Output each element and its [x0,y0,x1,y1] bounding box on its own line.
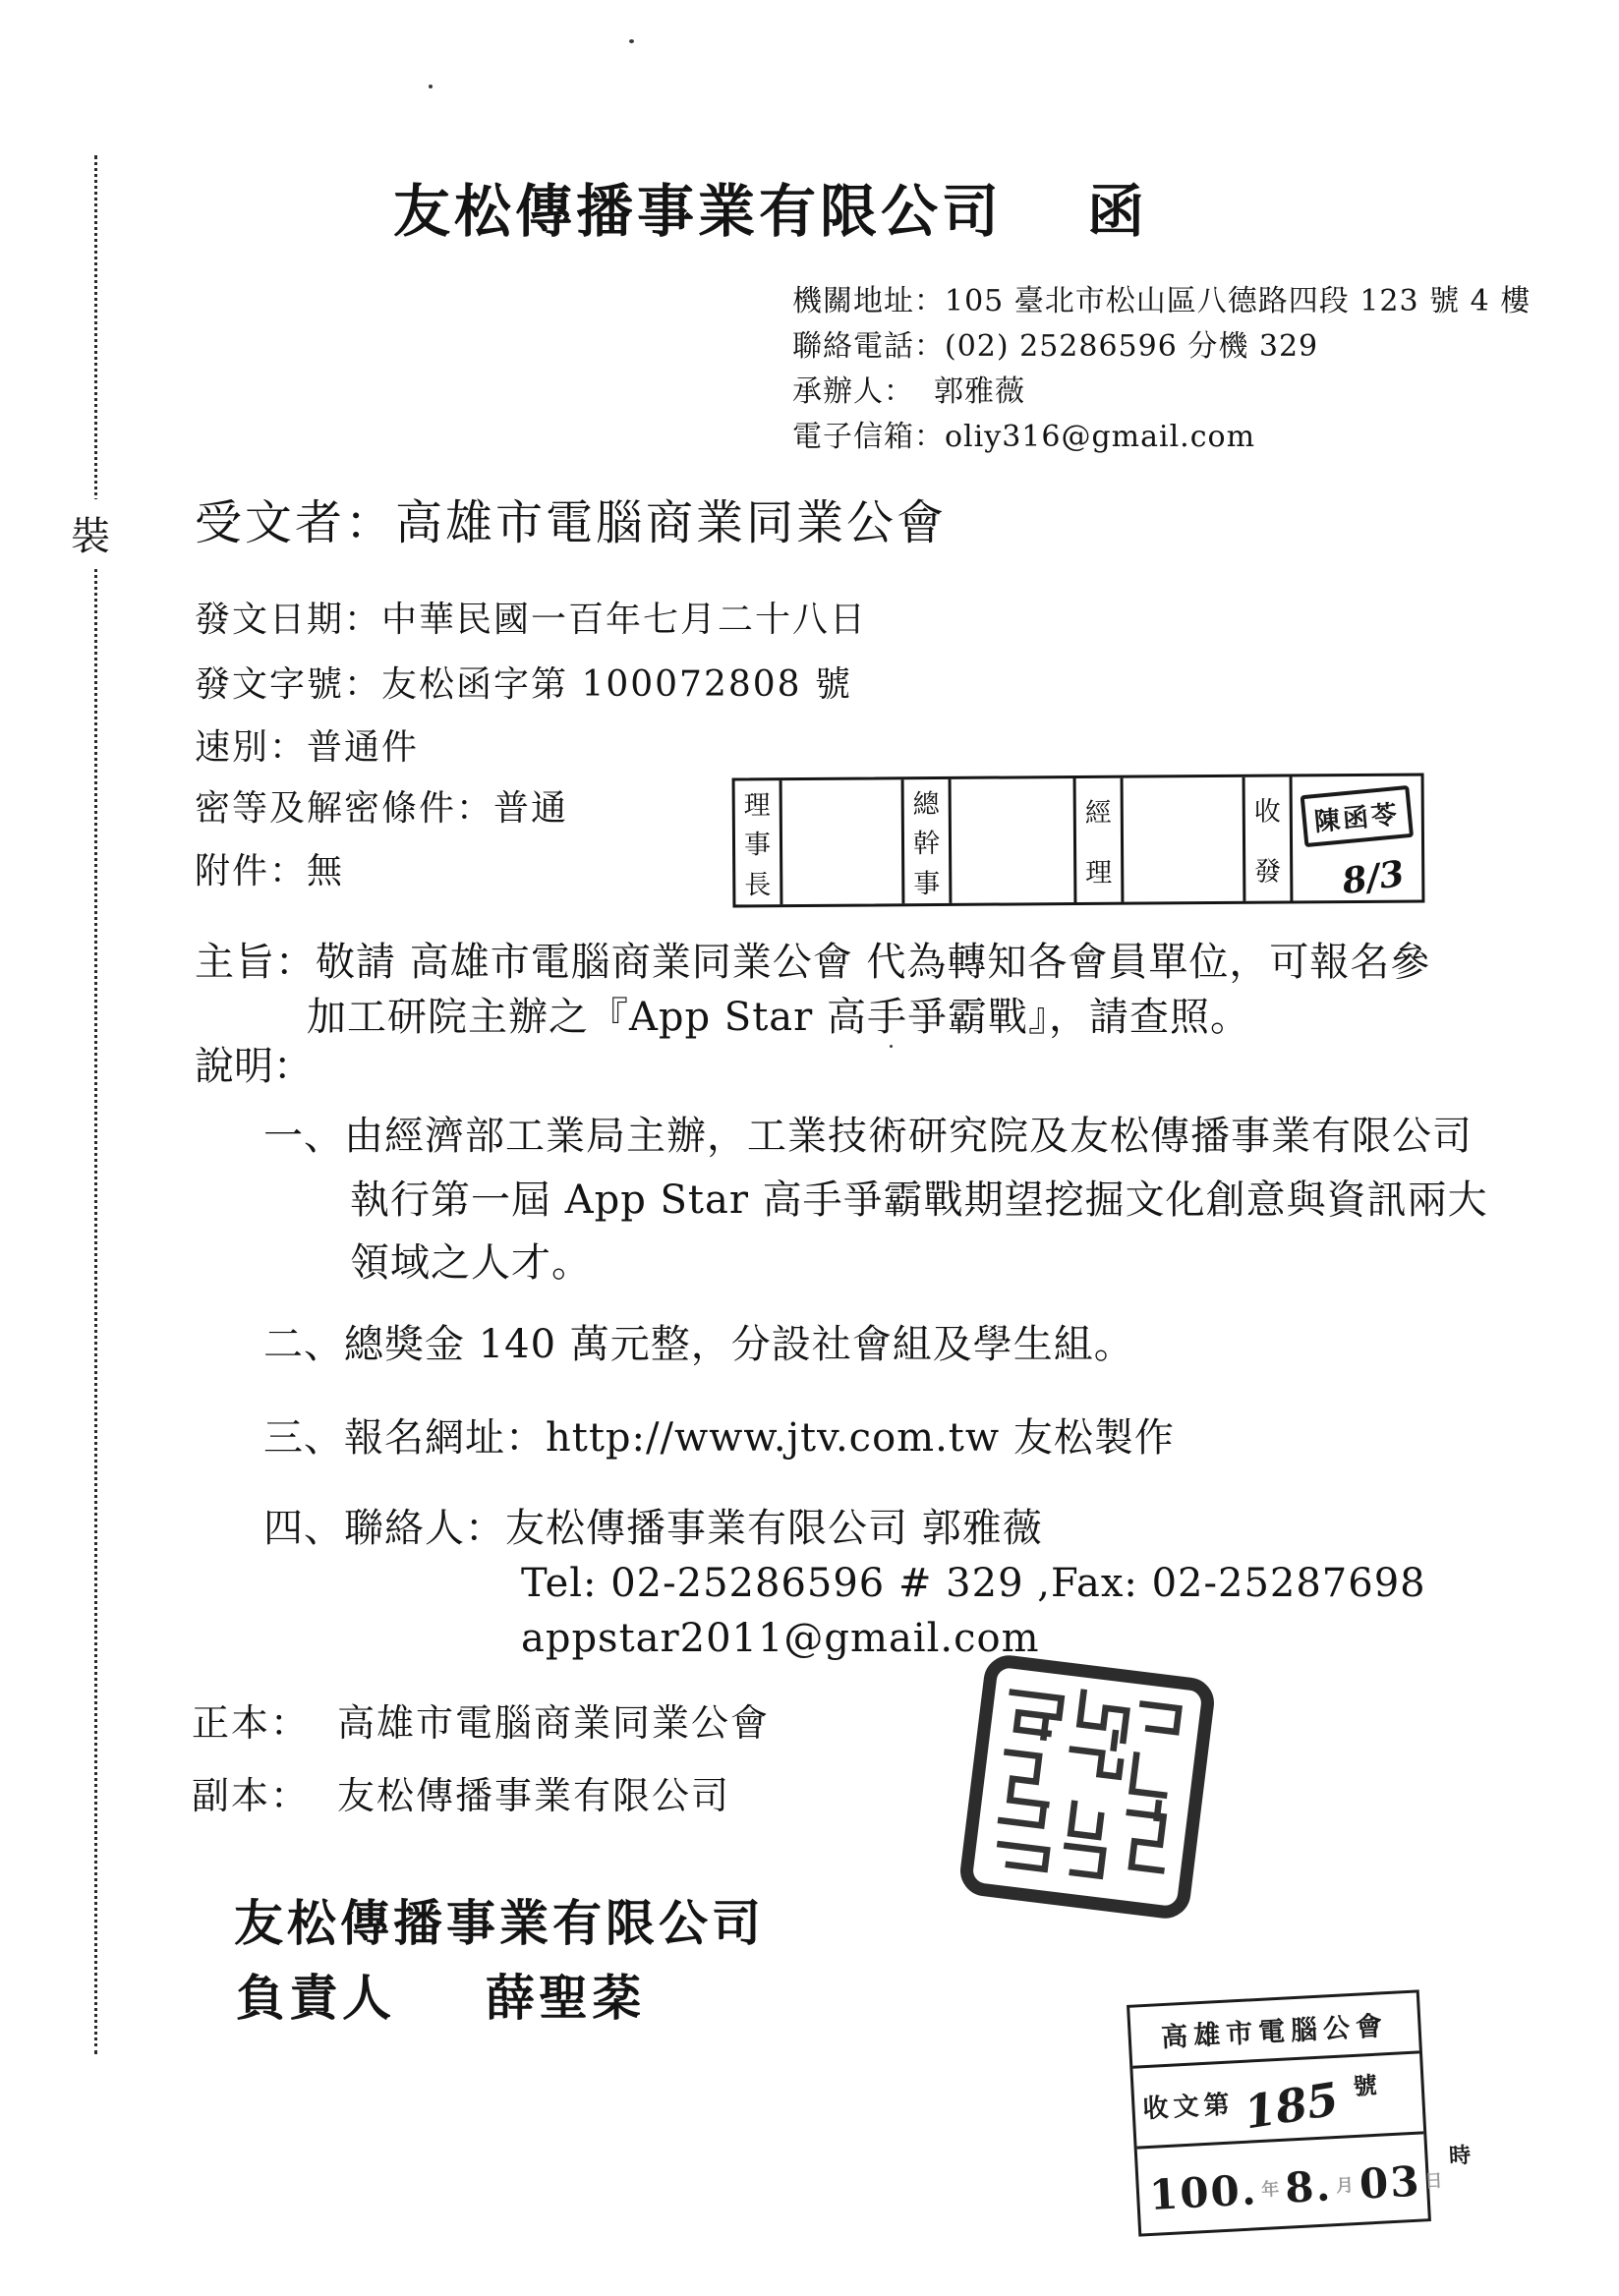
explanation-item-1-line-2: 執行第一屆 App Star 高手爭霸戰期望挖掘文化創意與資訊兩大 [350,1177,1488,1223]
subject-label: 主旨： [195,940,316,985]
received-number-prefix: 收文第 [1141,2090,1236,2125]
item-1-text-1: 由經濟部工業局主辦，工業技術研究院及友松傳播事業有限公司 [344,1114,1473,1159]
received-date-day-unit: 日 [1423,2170,1443,2193]
routing-col-secretary-general: 總 幹 事 [904,779,953,903]
routing-blank-cell [1124,777,1246,902]
subject-line-2: 加工研院主辦之『App Star 高手爭霸戰』，請查照。 [307,995,1250,1040]
scan-speck [890,1045,893,1048]
contact-email-value: oliy316@gmail.com [945,420,1256,454]
meta-attachment: 附件：無 [195,851,345,891]
subject-text-1: 敬請 高雄市電腦商業同業公會 代為轉知各會員單位，可報名參 [316,940,1431,985]
signature-role: 負責人 [236,1969,395,2027]
item-1-number: 一、 [263,1114,344,1159]
routing-blank-cell [782,779,905,904]
scan-speck [629,39,634,43]
letter-title-doc-type: 函 [1087,178,1149,245]
received-number-handwritten: 185 [1240,2071,1343,2140]
recipient-line [195,496,947,550]
binding-mark-label: 裝 [69,499,112,567]
contact-handler [792,375,1025,410]
copy-cc-label: 副本： [192,1774,311,1817]
recipient-label: 受文者： [195,495,396,550]
explanation-item-4-line-3: appstar2011@gmail.com [521,1616,1040,1661]
explanation-item-1-line-1 [263,1114,1473,1159]
meta-issue-date: 發文日期：中華民國一百年七月二十八日 [195,600,868,640]
explanation-item-3 [263,1415,1175,1461]
received-date-year: 100. [1147,2165,1259,2219]
explanation-item-4-line-2: Tel: 02-25286596 # 329 ,Fax: 02-25287698 [521,1561,1426,1606]
received-date-day: 03 [1358,2156,1422,2209]
binding-dotted-line [94,155,97,2054]
routing-blank-cell [952,778,1077,903]
letter-title-company: 友松傳播事業有限公司 [393,178,1004,245]
received-date-time-unit: 時 [1448,2142,1472,2169]
recipient-value: 高雄市電腦商業同業公會 [395,495,948,550]
copy-cc-value: 友松傳播事業有限公司 [337,1774,731,1817]
item-2-number: 二、 [263,1322,344,1367]
contact-phone-label: 聯絡電話： [792,329,945,364]
explanation-item-1-line-3: 領域之人才。 [350,1240,592,1286]
contact-address [792,285,1531,319]
routing-col-receiving: 收 發 [1245,776,1294,900]
contact-address-value: 105 臺北市松山區八德路四段 123 號 4 樓 [945,284,1532,318]
meta-speed: 速別：普通件 [195,727,420,768]
company-seal-stamp [954,1647,1219,1925]
received-date-month-unit: 月 [1335,2175,1355,2198]
explanation-item-4-line-1 [263,1506,1043,1551]
subject-line-1 [195,940,1430,985]
routing-stamp-table [732,774,1425,908]
received-number-suffix: 號 [1352,2070,1378,2100]
letter-title [393,179,1148,245]
copy-original-label: 正本： [192,1701,311,1745]
item-4-number: 四、 [263,1506,344,1551]
contact-email-label: 電子信箱： [792,420,945,454]
received-date-month: 8. [1284,2161,1334,2212]
contact-address-label: 機關地址： [792,284,945,318]
signature-name: 薛聖棻 [486,1969,645,2027]
item-3-number: 三、 [263,1415,344,1461]
explanation-label: 說明： [195,1044,313,1089]
contact-handler-value: 郭雅薇 [934,374,1025,409]
received-date-year-unit: 年 [1260,2179,1280,2202]
item-3-text: 報名網址：http://www.jtv.com.tw 友松製作 [344,1415,1175,1461]
explanation-item-2 [263,1322,1134,1367]
copy-cc-line [192,1775,730,1818]
item-2-text: 總獎金 140 萬元整，分設社會組及學生組。 [344,1322,1134,1367]
signature-company: 友松傳播事業有限公司 [234,1894,765,1952]
contact-phone [792,330,1318,365]
routing-col-manager: 經 理 [1076,778,1125,902]
handwritten-date: 8/3 [1339,852,1408,903]
signature-person-line [236,1970,645,2027]
received-stamp-org: 高雄市電腦公會 [1129,1993,1419,2069]
copy-original-line [192,1702,770,1746]
contact-phone-value: (02) 25286596 分機 329 [945,329,1319,364]
item-4-text-1: 聯絡人：友松傳播事業有限公司 郭雅薇 [344,1506,1043,1551]
contact-handler-label: 承辦人： [792,374,914,409]
meta-security: 密等及解密條件：普通 [195,788,569,829]
scan-speck [429,85,433,88]
routing-col-chairman: 理 事 長 [735,780,783,904]
received-stamp-number-row [1132,2053,1423,2149]
received-stamp-box [1127,1989,1472,2236]
received-stamp-date-row [1137,2134,1472,2225]
receiver-name-stamp: 陳函苓 [1301,785,1415,847]
meta-doc-number: 發文字號：友松函字第 100072808 號 [195,664,853,705]
contact-email [792,421,1255,455]
copy-original-value: 高雄市電腦商業同業公會 [337,1701,771,1745]
routing-receipt-cell [1293,776,1422,901]
